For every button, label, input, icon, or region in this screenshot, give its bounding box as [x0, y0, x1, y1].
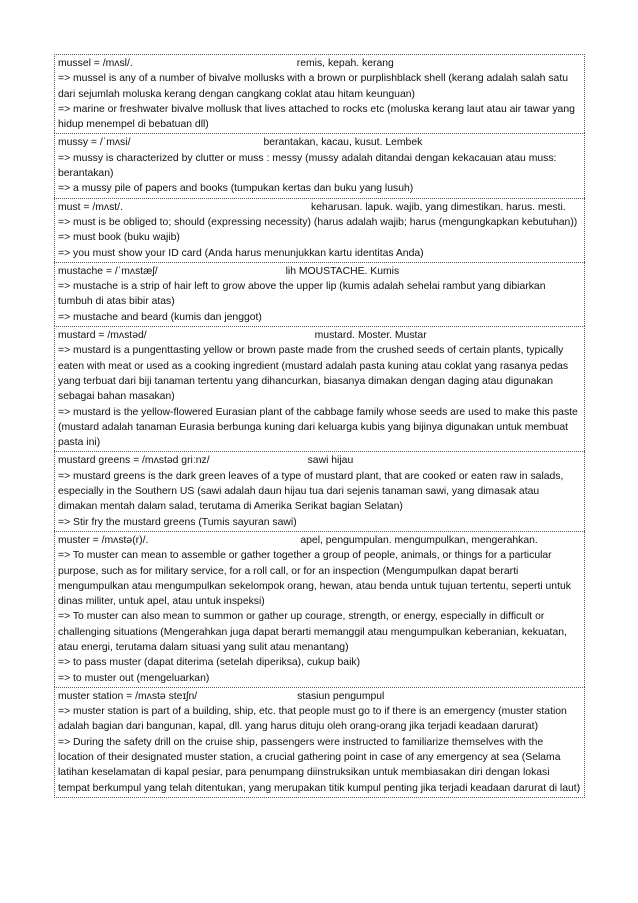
entry-example: => to muster out (mengeluarkan) [58, 672, 210, 684]
entry-mussel [54, 54, 585, 133]
entry-translation: stasiun pengumpul [297, 690, 385, 702]
entry-mustache [54, 262, 585, 326]
entry-example: => mustache is a strip of hair left to grow above the upper lip (kumis adalah sehelai rambut yang dibiarkan tumbuh di atas bibir atas) [58, 281, 546, 308]
entry-example: => mustard greens is the dark green leaves of a type of mustard plant, that are cooked or eaten raw in salads, especially in the Southern US (sawi adalah daun hijau tua dari sejenis tanaman sawi, yang dimasak atau dimakan mentah dalam salad, terutama di Amerika Serikat bagian Selatan) [58, 470, 564, 513]
entry-translation: lih MOUSTACHE. Kumis [285, 265, 400, 277]
entry-muster-station [54, 687, 585, 798]
entry-headword: mussel = /mʌsl/. [58, 58, 133, 69]
entry-headword-line [58, 56, 581, 71]
entry-headword: must = /mʌst/. [58, 201, 123, 213]
entry-headword: muster = /mʌstə(r)/. [58, 534, 149, 546]
entry-example: => mustache and beard (kumis dan jenggot) [58, 311, 262, 323]
entry-headword-line [58, 453, 581, 468]
entry-example: => marine or freshwater bivalve mollusk that lives attached to rocks etc (moluska kerang laut atau air tawar yang hidup menempel di bebatuan dll) [58, 103, 575, 131]
entry-example: => you must show your ID card (Anda harus menunjukkan kartu identitas Anda) [58, 247, 424, 259]
entry-headword: mussy = /ˈmʌsi/ [58, 137, 131, 149]
entry-translation: mustard. Moster. Mustar [314, 330, 427, 342]
dictionary-page [54, 54, 585, 798]
entry-headword-line [58, 135, 581, 150]
entry-must [54, 198, 585, 262]
entry-translation: sawi hijau [307, 455, 354, 467]
entry-example: => To muster can also mean to summon or gather up courage, strength, or energy, especially in difficult or challenging situations (Mengerahkan juga dapat berarti memanggil atau mengumpulkan keberanian, kekuatan, atau energi, terutama dalam situasi yang sulit atau menantang) [58, 611, 567, 653]
entry-example: => mussy is characterized by clutter or muss : messy (mussy adalah ditandai dengan kekacauan atau muss: berantakan) [58, 152, 557, 180]
entry-headword: mustache = /ˈmʌstæʃ/ [58, 265, 158, 277]
entry-example: => During the safety drill on the cruise ship, passengers were instructed to familiarize themselves with the location of their designated muster station, a crucial gathering point in case of any emergency at sea (Selama latihan keselamatan di kapal pesiar, para penumpang diinstruksikan untuk membiasakan diri dengan lokasi tempat berkumpul yang telah ditentukan, yang merupakan titik kumpul penting jika terjadi keadaan darurat di laut) [58, 736, 581, 794]
entry-translation: keharusan. lapuk. wajib, yang dimestikan. harus. mesti. [310, 201, 566, 213]
entry-example: => mustard is a pungenttasting yellow or brown paste made from the crushed seeds of certain plants, typically eaten with meat or used as a cooking ingredient (mustard adalah pasta kuning atau coklat yang rasanya pedas yang terbuat dari biji tanaman tertentu yang dihancurkan, biasanya dimakan dengan daging atau digunakan sebagai bahan masakan) [58, 345, 569, 403]
entry-translation: apel, pengumpulan. mengumpulkan, mengerahkan. [300, 534, 538, 546]
entry-translation: remis, kepah. kerang [296, 58, 394, 69]
entry-example: => To muster can mean to assemble or gather together a group of people, animals, or things for a particular purpose, such as for military service, for a roll call, or for an inspection (Mengumpulkan dapat berarti mengumpulkan atau mengumpulkan sekelompok orang, hewan, atau benda untuk tujuan tertentu, seperti untuk dinas militer, untuk apel, atau untuk inspeksi) [58, 550, 571, 608]
entry-example: => muster station is part of a building, ship, etc. that people must go to if there is an emergency (muster station adalah bagian dari bangunan, kapal, dll. yang harus dituju oleh orang-orang jika terjadi keadaan darurat) [58, 706, 567, 733]
entry-mustard-greens [54, 451, 585, 530]
entry-mussy [54, 133, 585, 197]
entry-headword: mustard greens = /mʌstəd griːnz/ [58, 455, 210, 467]
entry-headword-line [58, 328, 581, 343]
entry-example: => mussel is any of a number of bivalve mollusks with a brown or purplishblack shell (kerang adalah salah satu dari sejumlah moluska kerang dengan cangkang coklat atau hitam keunguan) [58, 73, 568, 100]
entry-example: => must book (buku wajib) [58, 232, 180, 244]
entry-example: => to pass muster (dapat diterima (setelah diperiksa), cukup baik) [58, 657, 361, 669]
entry-headword-line [58, 264, 581, 279]
entry-headword-line [58, 200, 581, 215]
entry-example: => Stir fry the mustard greens (Tumis sayuran sawi) [58, 516, 297, 528]
entry-headword-line [58, 689, 581, 704]
entry-example: => must is be obliged to; should (expressing necessity) (harus adalah wajib; harus (mengungkapkan kebutuhan)) [58, 216, 578, 228]
entry-translation: berantakan, kacau, kusut. Lembek [263, 137, 423, 149]
entry-headword: mustard = /mʌstəd/ [58, 330, 147, 342]
entry-example: => mustard is the yellow-flowered Eurasian plant of the cabbage family whose seeds are used to make this paste (mustard adalah tanaman Eurasia berbunga kuning dari keluarga kubis yang bijinya digunakan untuk membuat pasta ini) [58, 406, 578, 449]
entry-example: => a mussy pile of papers and books (tumpukan kertas dan buku yang lusuh) [58, 183, 414, 195]
entry-mustard [54, 326, 585, 451]
entry-headword: muster station = /mʌstə steɪʃn/ [58, 690, 198, 702]
entry-headword-line [58, 533, 581, 548]
entry-muster [54, 531, 585, 687]
